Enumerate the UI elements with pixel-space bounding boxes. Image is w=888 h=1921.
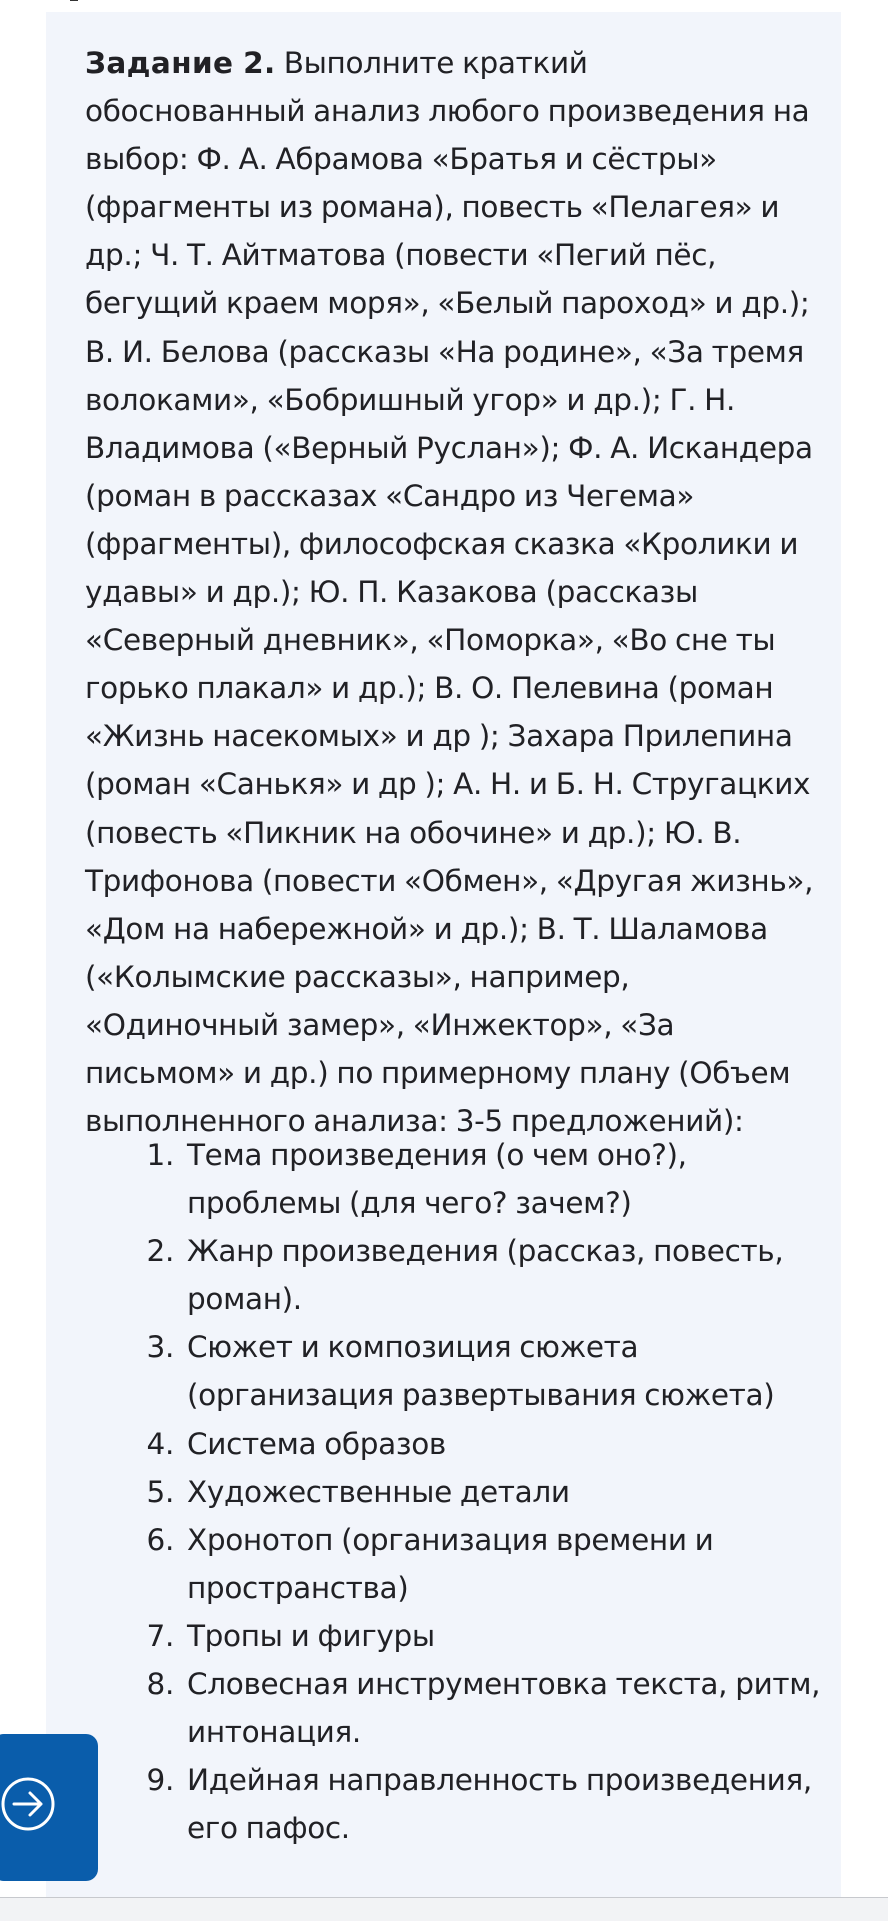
list-item	[140, 1468, 830, 1516]
list-item-number: 6.	[146, 1522, 174, 1557]
list-item-number: 2.	[146, 1234, 174, 1269]
list-item	[140, 1227, 830, 1323]
list-item-text: Художественные детали	[187, 1474, 570, 1509]
list-item-text: Тема произведения (о чем оно?), проблемы (для чего? зачем?)	[187, 1138, 687, 1221]
list-item-text: Система образов	[187, 1426, 446, 1461]
task-number: Задание 2.	[85, 46, 276, 80]
list-item-number: 4.	[146, 1426, 174, 1461]
list-item	[140, 1756, 830, 1852]
list-item-number: 7.	[146, 1618, 174, 1653]
list-item-text: Идейная направленность произведения, его пафос.	[187, 1763, 812, 1846]
list-item-text: Словесная инструментовка текста, ритм, интонация.	[187, 1667, 821, 1750]
list-item-text: Сюжет и композиция сюжета (организация развертывания сюжета)	[187, 1330, 775, 1413]
list-item	[140, 1323, 830, 1419]
previous-content-fragment	[70, 0, 90, 4]
list-item-number: 1.	[146, 1138, 174, 1172]
list-item-text: Жанр произведения (рассказ, повесть, роман).	[187, 1234, 784, 1317]
list-item-text: Хронотоп (организация времени и пространства)	[187, 1522, 714, 1605]
arrow-right-circle-icon[interactable]	[0, 1776, 56, 1832]
list-item-number: 8.	[146, 1667, 174, 1702]
list-item	[140, 1131, 830, 1227]
list-item	[140, 1516, 830, 1612]
list-item-text: Тропы и фигуры	[187, 1618, 435, 1653]
list-item-number: 3.	[146, 1330, 174, 1365]
analysis-plan-list	[140, 1131, 830, 1852]
task-text: Выполните краткий обоснованный анализ любого произведения на выбор: Ф. А. Абрамова «Братья и сёстры» (фрагменты из романа), повесть «Пелагея» и др.; Ч. Т. Айтматова (повести «Пегий пёс, бегущий краем моря», «Белый пароход» и др.); В. И. Белова (рассказы «На родине», «За тремя волоками», «Бобришный угор» и др.); Г. Н. Владимова («Верный Руслан»); Ф. А. Искандера (роман в рассказах «Сандро из Чегема» (фрагменты), философская сказка «Кролики и удавы» и др.); Ю. П. Казакова (рассказы «Северный дневник», «Поморка», «Во сне ты горько плакал» и др.); В. О. Пелевина (роман «Жизнь насекомых» и др ); Захара Прилепина (роман «Санькя» и др ); А. Н. и Б. Н. Стругацких (повесть «Пикник на обочине» и др.); Ю. В. Трифонова (повести «Обмен», «Другая жизнь», «Дом на набережной» и др.); В. Т. Шаламова («Колымские рассказы», например, «Одиночный замер», «Инжектор», «За письмом» и др.) по примерному плану (Объем выполненного анализа: 3-5 предложений):	[85, 46, 814, 1139]
list-item-number: 9.	[146, 1763, 174, 1798]
list-item-number: 5.	[146, 1474, 174, 1509]
list-item	[140, 1420, 830, 1468]
task-description	[85, 39, 815, 1145]
bottom-divider	[0, 1897, 888, 1921]
list-item	[140, 1612, 830, 1660]
list-item	[140, 1660, 830, 1756]
